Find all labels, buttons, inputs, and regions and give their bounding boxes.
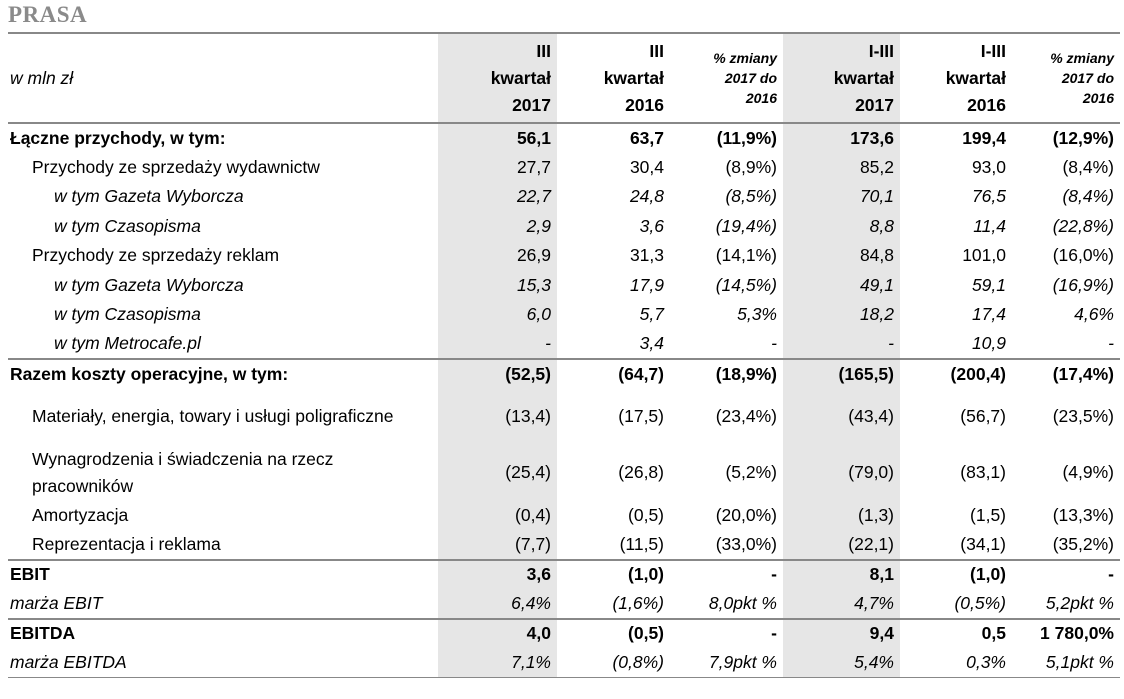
row-label: w tym Czasopisma bbox=[54, 304, 201, 325]
row-value: 70,1 bbox=[783, 182, 900, 212]
table-row bbox=[8, 589, 1120, 619]
row-value: 85,2 bbox=[783, 153, 900, 183]
col-header-change-ytd: % zmiany 2017 do 2016 bbox=[1050, 50, 1114, 106]
row-value: (34,1) bbox=[960, 533, 1006, 554]
row-value: (0,5) bbox=[628, 623, 664, 644]
row-value: (18,9%) bbox=[715, 363, 777, 384]
row-value: (8,9%) bbox=[725, 156, 777, 177]
row-value: (5,2%) bbox=[725, 462, 777, 482]
table-row bbox=[8, 530, 1120, 560]
col-header-ytd-2017: I-III kwartał 2017 bbox=[783, 33, 900, 123]
table-row bbox=[8, 648, 1120, 678]
row-label: marża EBITDA bbox=[10, 652, 127, 672]
row-value: 26,9 bbox=[438, 241, 557, 271]
row-value: 31,3 bbox=[629, 245, 664, 266]
col-header-q3-2017: III kwartał 2017 bbox=[438, 33, 557, 123]
row-value: 17,9 bbox=[629, 274, 664, 295]
row-value: 76,5 bbox=[971, 186, 1006, 207]
row-value: 27,7 bbox=[438, 153, 557, 183]
row-value: 5,3% bbox=[737, 304, 777, 325]
row-label: Przychody ze sprzedaży reklam bbox=[32, 245, 280, 266]
row-value: 0,5 bbox=[981, 623, 1006, 644]
row-value: (16,0%) bbox=[1052, 245, 1114, 266]
row-label: Przychody ze sprzedaży wydawnictw bbox=[32, 156, 320, 177]
row-label: EBIT bbox=[10, 564, 50, 585]
row-value: (79,0) bbox=[783, 445, 900, 501]
row-label: w tym Czasopisma bbox=[54, 215, 201, 236]
row-value: 93,0 bbox=[971, 156, 1006, 177]
row-value: 9,4 bbox=[783, 619, 900, 649]
row-value: 49,1 bbox=[783, 271, 900, 301]
row-value: 17,4 bbox=[971, 304, 1006, 325]
row-value: 63,7 bbox=[629, 127, 664, 148]
table-row bbox=[8, 271, 1120, 301]
row-value: 4,6% bbox=[1074, 304, 1114, 325]
row-value: (1,5) bbox=[970, 504, 1006, 525]
row-label: Łączne przychody, w tym: bbox=[10, 127, 226, 148]
row-value: (33,0%) bbox=[715, 533, 777, 554]
row-value: (7,7) bbox=[438, 530, 557, 560]
row-value: (8,4%) bbox=[1062, 156, 1114, 177]
table-row bbox=[8, 123, 1120, 153]
row-value: 4,7% bbox=[783, 589, 900, 619]
row-value: 4,0 bbox=[438, 619, 557, 649]
row-value: 22,7 bbox=[438, 182, 557, 212]
row-value: (22,8%) bbox=[1052, 215, 1114, 236]
row-value: (17,4%) bbox=[1052, 363, 1114, 384]
row-label: Amortyzacja bbox=[32, 504, 129, 525]
table-row bbox=[8, 182, 1120, 212]
row-value: 5,1pkt % bbox=[1045, 652, 1114, 672]
row-value: 7,1% bbox=[438, 648, 557, 678]
row-value: (1,3) bbox=[783, 501, 900, 531]
row-value: 6,4% bbox=[438, 589, 557, 619]
row-value: (11,9%) bbox=[716, 127, 777, 148]
row-value: (0,4) bbox=[438, 501, 557, 531]
table-row bbox=[8, 560, 1120, 590]
row-label: marża EBIT bbox=[10, 592, 103, 613]
col-header-q3-2016: III kwartał 2016 bbox=[603, 40, 664, 115]
row-value: (0,8%) bbox=[612, 652, 664, 672]
row-value: (17,5) bbox=[618, 406, 664, 426]
row-value: (1,6%) bbox=[612, 592, 664, 613]
row-label: Reprezentacja i reklama bbox=[32, 533, 221, 554]
table-row bbox=[8, 501, 1120, 531]
row-value: (165,5) bbox=[783, 359, 900, 389]
row-value: (14,1%) bbox=[715, 245, 777, 266]
row-value: (12,9%) bbox=[1052, 127, 1114, 148]
row-value: (0,5%) bbox=[954, 592, 1006, 613]
row-value: 30,4 bbox=[629, 156, 664, 177]
row-value: (64,7) bbox=[618, 363, 664, 384]
row-value: 173,6 bbox=[783, 123, 900, 153]
table-row bbox=[8, 153, 1120, 183]
row-label: w tym Gazeta Wyborcza bbox=[54, 186, 244, 207]
table-row bbox=[8, 241, 1120, 271]
col-header-change-q3: % zmiany 2017 do 2016 bbox=[713, 50, 777, 106]
row-label: Wynagrodzenia i świadczenia na rzecz pracowników bbox=[32, 448, 334, 496]
row-value: (22,1) bbox=[783, 530, 900, 560]
row-value: 5,2pkt % bbox=[1045, 592, 1114, 613]
row-value: (8,5%) bbox=[725, 186, 777, 207]
row-value: (16,9%) bbox=[1052, 274, 1114, 295]
row-value: - bbox=[1108, 564, 1114, 585]
row-label: Materiały, energia, towary i usługi poligraficzne bbox=[32, 406, 394, 426]
table-row bbox=[8, 619, 1120, 649]
row-value: 2,9 bbox=[438, 212, 557, 242]
row-value: 8,0pkt % bbox=[708, 592, 777, 613]
row-value: - bbox=[783, 330, 900, 360]
row-value: 24,8 bbox=[629, 186, 664, 207]
row-value: 0,3% bbox=[966, 652, 1006, 672]
header-row bbox=[8, 33, 1120, 123]
table-row bbox=[8, 300, 1120, 330]
row-value: 18,2 bbox=[783, 300, 900, 330]
row-value: (8,4%) bbox=[1062, 186, 1114, 207]
row-value: 3,6 bbox=[639, 215, 664, 236]
row-value: (0,5) bbox=[628, 504, 664, 525]
row-label: w tym Gazeta Wyborcza bbox=[54, 274, 244, 295]
table-row bbox=[8, 212, 1120, 242]
row-value: 11,4 bbox=[973, 215, 1006, 236]
row-value: 5,7 bbox=[639, 304, 664, 325]
row-value: - bbox=[771, 564, 777, 585]
row-value: (13,4) bbox=[438, 389, 557, 445]
row-value: (23,5%) bbox=[1052, 406, 1114, 426]
row-value: 15,3 bbox=[438, 271, 557, 301]
table-row bbox=[8, 389, 1120, 445]
row-value: (35,2%) bbox=[1052, 533, 1114, 554]
table-row bbox=[8, 359, 1120, 389]
row-value: - bbox=[438, 330, 557, 360]
col-header-ytd-2016: I-III kwartał 2016 bbox=[945, 40, 1006, 115]
financial-table bbox=[8, 32, 1120, 678]
row-value: 3,4 bbox=[639, 333, 664, 354]
row-value: (1,0) bbox=[628, 564, 664, 585]
row-value: 59,1 bbox=[971, 274, 1006, 295]
row-value: 3,6 bbox=[438, 560, 557, 590]
row-value: (43,4) bbox=[783, 389, 900, 445]
row-value: 56,1 bbox=[438, 123, 557, 153]
row-label: w tym Metrocafe.pl bbox=[54, 333, 201, 354]
row-value: 10,9 bbox=[971, 333, 1006, 354]
row-value: (4,9%) bbox=[1062, 462, 1114, 482]
row-value: (83,1) bbox=[960, 462, 1006, 482]
row-value: 6,0 bbox=[438, 300, 557, 330]
row-value: (200,4) bbox=[950, 363, 1006, 384]
row-value: (26,8) bbox=[618, 462, 664, 482]
row-label: EBITDA bbox=[10, 623, 76, 644]
section-title: PRASA bbox=[8, 2, 88, 27]
row-value: (11,5) bbox=[619, 533, 664, 554]
row-value: (23,4%) bbox=[715, 406, 777, 426]
row-value: 84,8 bbox=[783, 241, 900, 271]
row-value: - bbox=[771, 333, 777, 354]
row-value: (52,5) bbox=[438, 359, 557, 389]
row-value: (19,4%) bbox=[715, 215, 777, 236]
row-value: 1 780,0% bbox=[1040, 623, 1114, 644]
row-label: Razem koszty operacyjne, w tym: bbox=[10, 363, 289, 384]
row-value: (56,7) bbox=[960, 406, 1006, 426]
row-value: 8,1 bbox=[783, 560, 900, 590]
row-value: 8,8 bbox=[783, 212, 900, 242]
row-value: (13,3%) bbox=[1052, 504, 1114, 525]
table-row bbox=[8, 445, 1120, 501]
row-value: 101,0 bbox=[962, 245, 1006, 266]
row-value: 7,9pkt % bbox=[708, 652, 777, 672]
row-value: (20,0%) bbox=[715, 504, 777, 525]
row-value: (1,0) bbox=[970, 564, 1006, 585]
row-value: - bbox=[771, 623, 777, 644]
row-value: (14,5%) bbox=[715, 274, 777, 295]
row-value: - bbox=[1108, 333, 1114, 354]
table-row bbox=[8, 330, 1120, 360]
row-value: 199,4 bbox=[962, 127, 1006, 148]
unit-label: w mln zł bbox=[10, 67, 74, 88]
row-value: (25,4) bbox=[438, 445, 557, 501]
row-value: 5,4% bbox=[783, 648, 900, 678]
